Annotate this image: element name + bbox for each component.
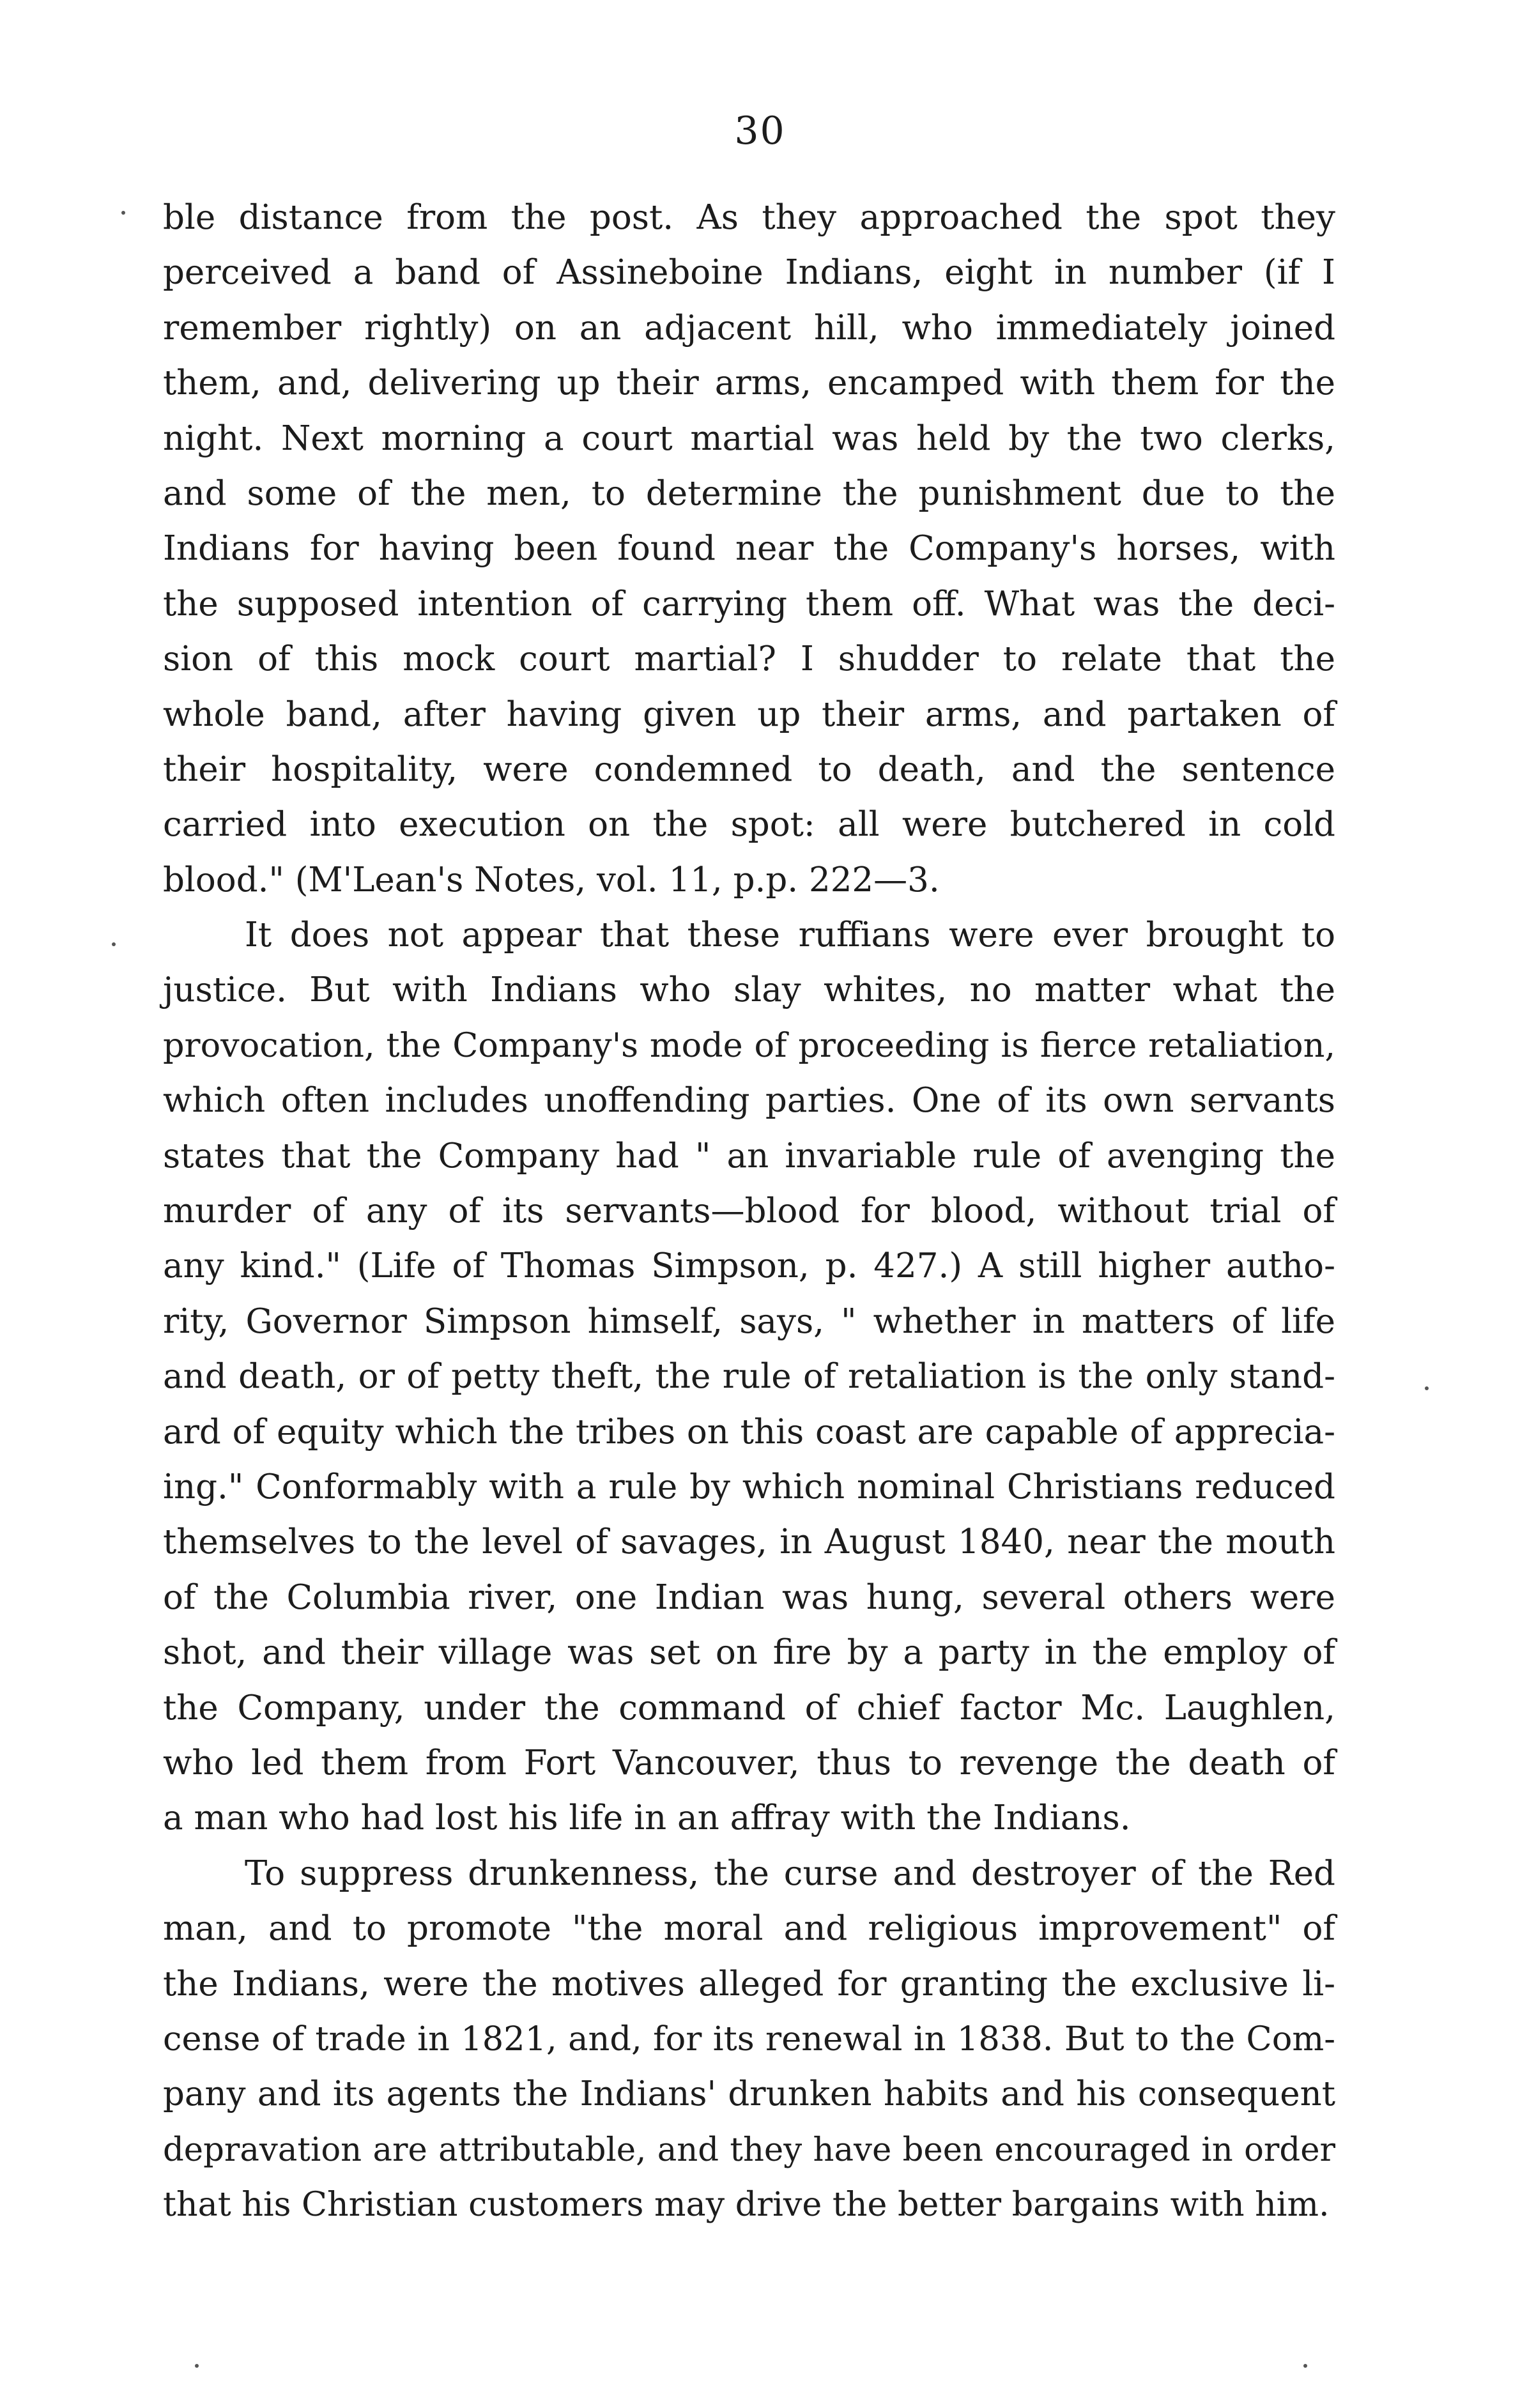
text-line: themselves to the level of savages, in August 1840, near the mouth [163,1522,1335,1562]
text-line: of the Columbia river, one Indian was hung, several others were [163,1577,1335,1617]
text-line: blood." (M'Lean's Notes, vol. 11, p.p. 222—3. [163,860,940,900]
text-line: ing." Conformably with a rule by which nominal Christians reduced [163,1467,1335,1507]
text-line: the supposed intention of carrying them off. What was the deci- [163,584,1335,624]
text-line: ard of equity which the tribes on this coast are capable of apprecia- [163,1412,1335,1452]
text-line: and some of the men, to determine the punishment due to the [163,473,1335,513]
margin-speck [112,942,116,946]
margin-speck [195,2364,199,2368]
text-line: pany and its agents the Indians' drunken habits and his consequent [163,2074,1335,2114]
text-line: night. Next morning a court martial was held by the two clerks, [163,418,1335,458]
text-line: murder of any of its servants—blood for blood, without trial of [163,1192,1335,1231]
text-line: their hospitality, were condemned to death, and the sentence [163,749,1335,789]
text-line: man, and to promote "the moral and religious improvement" of [163,1909,1335,1949]
text-line: them, and, delivering up their arms, encamped with them for the [163,364,1335,403]
margin-speck [1303,2364,1307,2368]
text-line: It does not appear that these ruffians were ever brought to [245,916,1335,955]
text-line: cense of trade in 1821, and, for its renewal in 1838. But to the Com- [163,2019,1335,2059]
margin-speck [1425,1386,1429,1390]
text-line: which often includes unoffending parties. One of its own servants [163,1081,1335,1121]
body-text [163,190,1335,2232]
text-line: the Company, under the command of chief factor Mc. Laughlen, [163,1688,1335,1728]
page-number: 30 [734,109,786,153]
paragraph [163,908,1335,1846]
text-line: ble distance from the post. As they approached the spot they [163,198,1335,237]
text-line: provocation, the Company's mode of proceeding is fierce retaliation, [163,1025,1335,1065]
text-line: who led them from Fort Vancouver, thus to revenge the death of [163,1743,1335,1783]
text-line: shot, and their village was set on fire by a party in the employ of [163,1633,1335,1673]
text-line: and death, or of petty theft, the rule of retaliation is the only stand- [163,1357,1335,1397]
text-line: sion of this mock court martial? I shudder to relate that the [163,640,1335,679]
text-line: that his Christian customers may drive the better bargains with him. [163,2186,1330,2225]
text-line: rity, Governor Simpson himself, says, " whether in matters of life [163,1301,1335,1341]
text-line: whole band, after having given up their arms, and partaken of [163,694,1335,734]
text-line: the Indians, were the motives alleged for granting the exclusive li- [163,1964,1335,2004]
text-line: To suppress drunkenness, the curse and destroyer of the Red [245,1853,1335,1893]
text-line: Indians for having been found near the Company's horses, with [163,529,1335,569]
text-line: states that the Company had " an invariable rule of avenging the [163,1136,1335,1176]
margin-speck [121,211,125,215]
text-line: justice. But with Indians who slay whites, no matter what the [163,970,1335,1010]
text-line: any kind." (Life of Thomas Simpson, p. 427.) A still higher autho- [163,1246,1335,1286]
text-line: remember rightly) on an adjacent hill, who immediately joined [163,308,1335,348]
text-line: perceived a band of Assineboine Indians, eight in number (if I [163,253,1335,293]
text-line: carried into execution on the spot: all were butchered in cold [163,805,1335,845]
text-line: a man who had lost his life in an affray with the Indians. [163,1798,1131,1838]
text-line: depravation are attributable, and they have been encouraged in order [163,2130,1335,2169]
paragraph [163,190,1335,908]
paragraph [163,1846,1335,2233]
